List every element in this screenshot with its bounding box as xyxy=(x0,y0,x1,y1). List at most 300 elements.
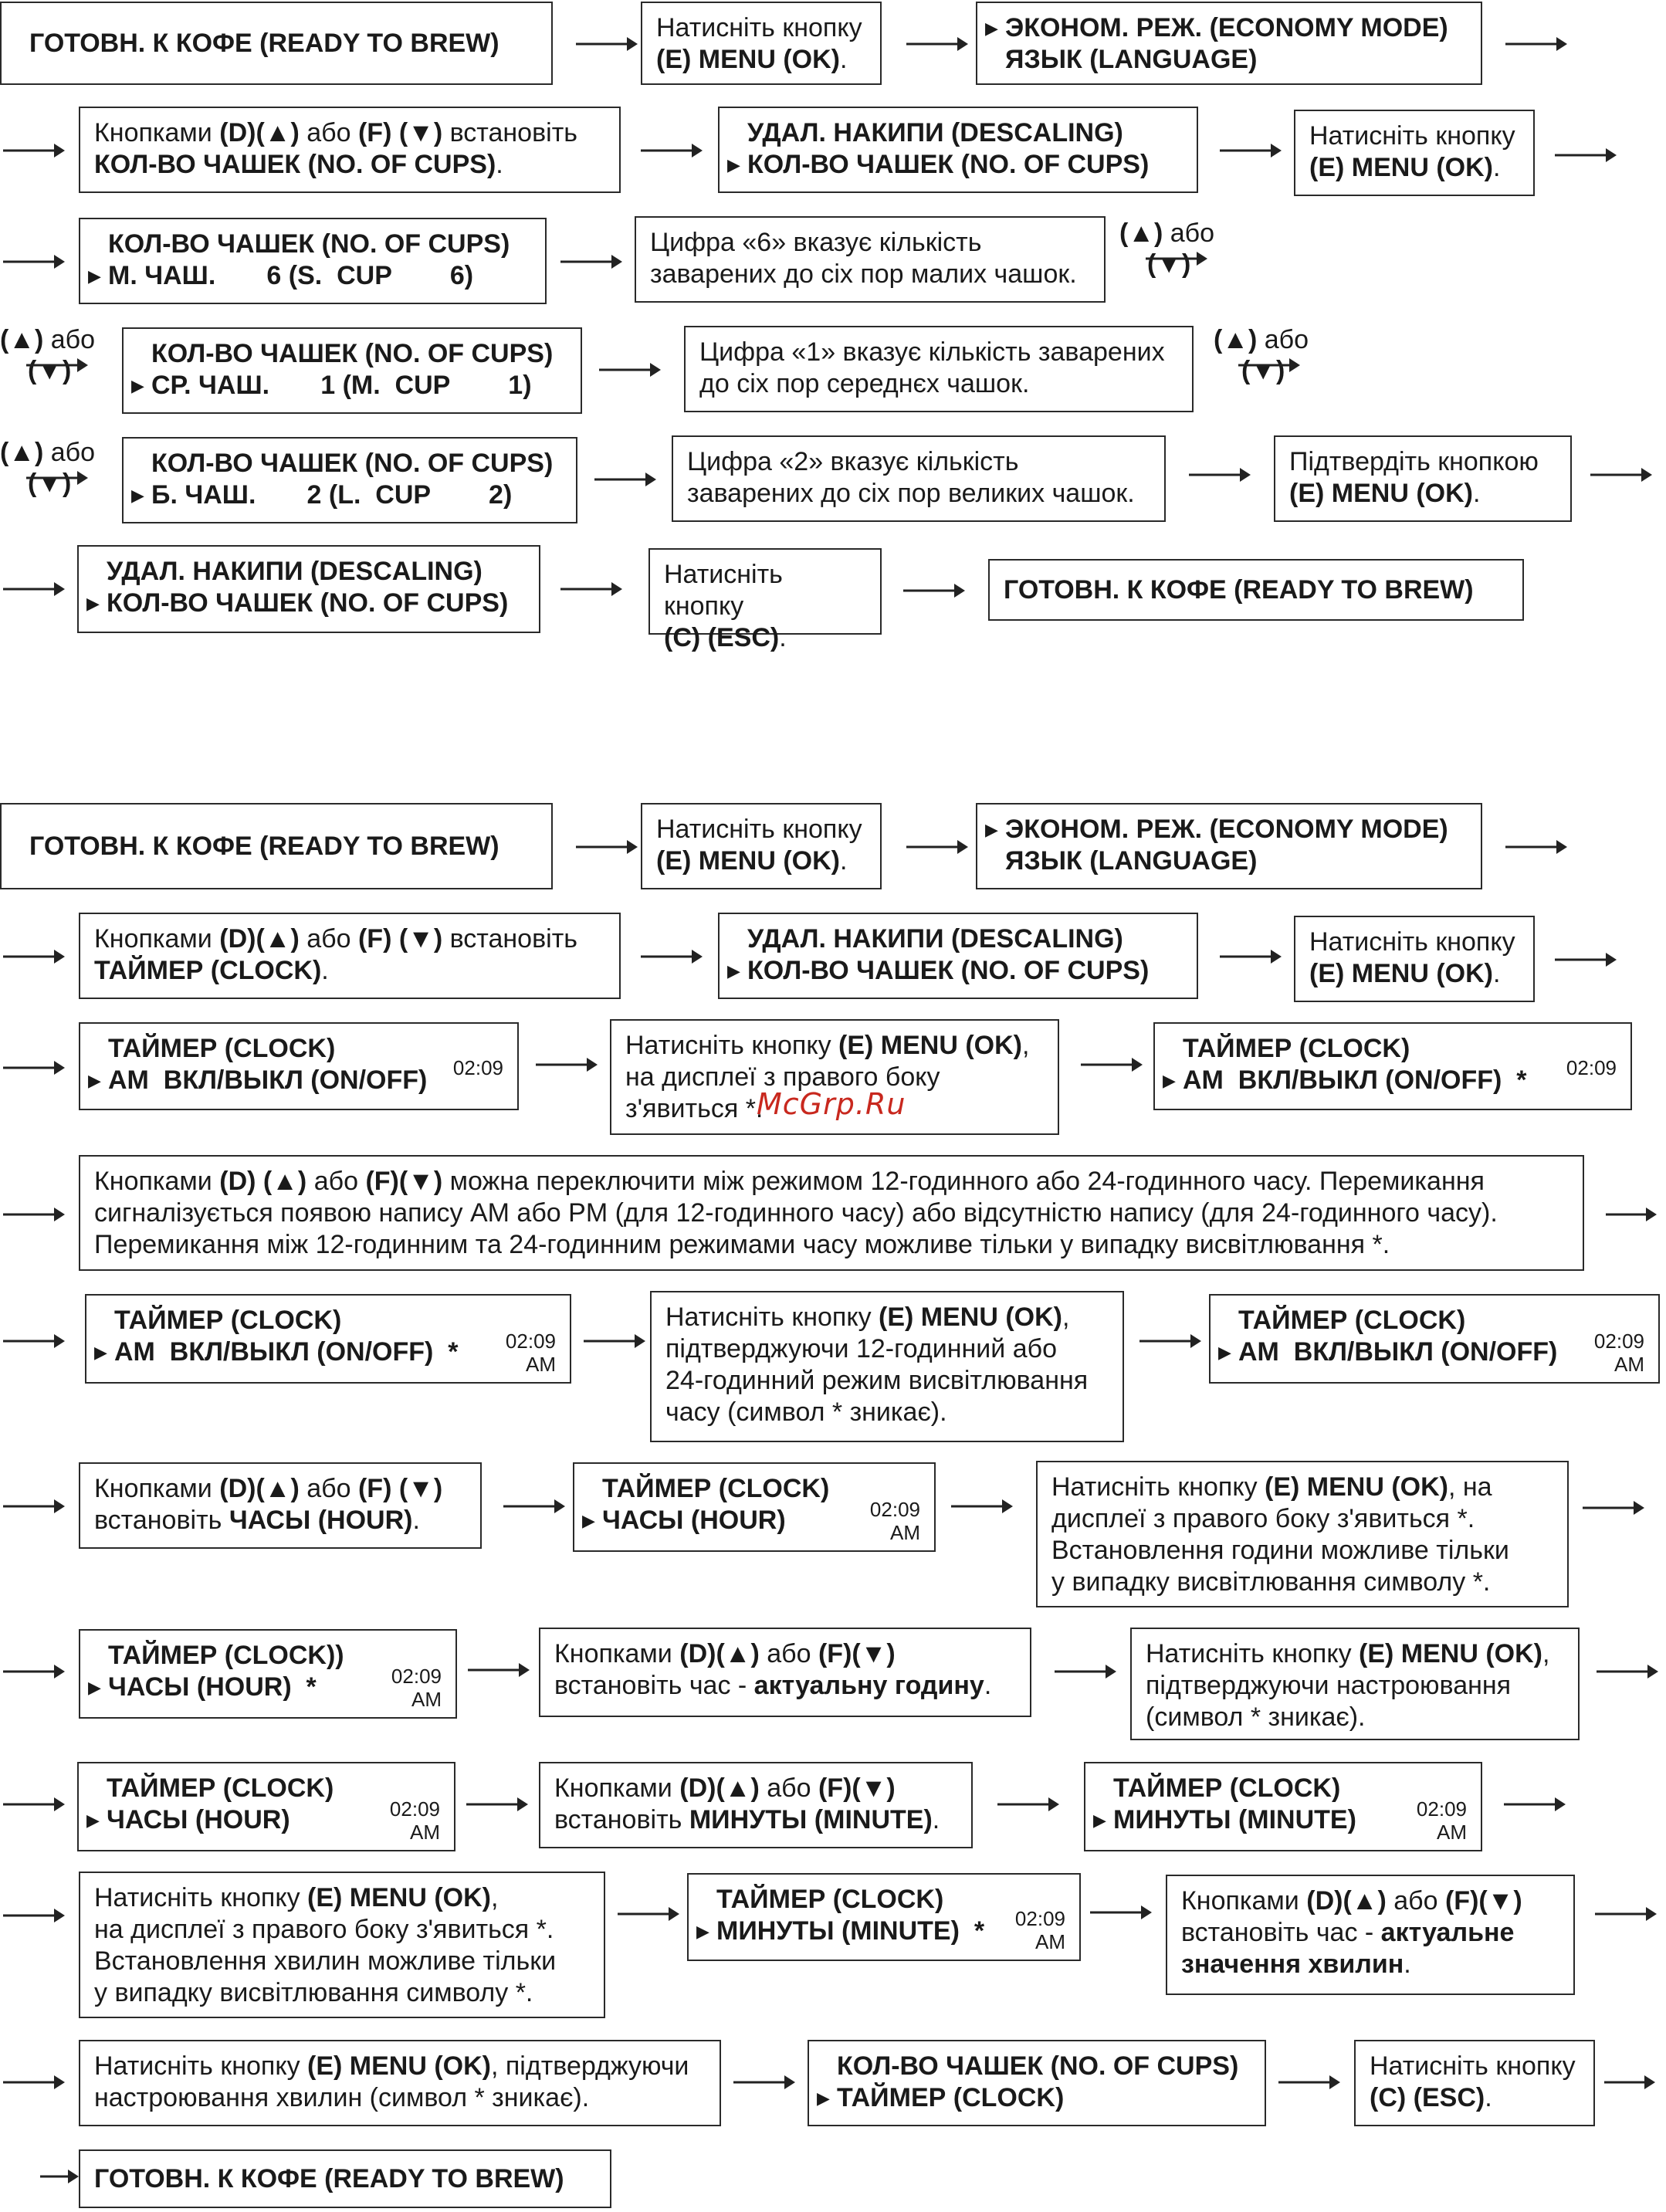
t: (символ * зникає). xyxy=(1146,1702,1366,1732)
line-text: ЧАСЫ (HOUR) xyxy=(107,1805,290,1834)
t: Натисніть кнопку xyxy=(1370,2051,1576,2081)
down-arrow-icon: ▼ xyxy=(408,924,434,954)
hour-star-hint xyxy=(1036,1461,1569,1607)
line-text: ЧАСЫ (HOUR) xyxy=(108,1672,292,1702)
arrow-icon xyxy=(906,34,968,54)
t: або xyxy=(1393,1886,1438,1916)
arrow-icon xyxy=(3,1905,65,1926)
display-text: ГОТОВН. К КОФЕ (READY TO BREW) xyxy=(29,831,499,861)
display-line-2 xyxy=(1218,1336,1646,1368)
t: Натисніть кнопку xyxy=(665,1302,872,1332)
am-indicator: AM xyxy=(1614,1353,1644,1376)
t: або xyxy=(1170,218,1215,248)
up-arrow-icon: ▲ xyxy=(1128,218,1154,248)
display-line-1: КОЛ-ВО ЧАШЕК (NO. OF CUPS) xyxy=(837,2051,1239,2081)
pointer-icon: ▶ xyxy=(1163,1071,1176,1090)
line-text: КОЛ-ВО ЧАШЕК (NO. OF CUPS) xyxy=(747,150,1150,179)
t: ) xyxy=(62,356,72,385)
down-arrow-icon: ▼ xyxy=(1156,249,1182,279)
descaling-cups-display xyxy=(718,913,1198,999)
arrow-icon xyxy=(906,837,968,857)
economy-language-display xyxy=(976,803,1482,889)
arrow-icon xyxy=(641,141,703,161)
arrow-icon xyxy=(576,837,638,857)
t: Кнопками xyxy=(94,118,212,147)
line-text: СР. ЧАШ. 1 (M. CUP 1) xyxy=(151,371,532,400)
arrow-icon xyxy=(1583,1498,1644,1518)
t: ( xyxy=(0,325,9,354)
display-line-2 xyxy=(817,2082,1252,2114)
arrow-icon xyxy=(1606,1204,1657,1225)
period: . xyxy=(839,45,848,74)
arrow-icon xyxy=(536,1055,598,1075)
t: Встановлення хвилин можливе тільки xyxy=(94,1946,557,1976)
t: Натисніть кнопку xyxy=(1051,1472,1258,1502)
t: ( xyxy=(398,924,408,954)
t: ) xyxy=(290,1474,300,1503)
pointer-icon: ▶ xyxy=(817,2088,830,2108)
set-actual-minute-instruction xyxy=(1166,1875,1575,1995)
arrow-icon xyxy=(3,1204,65,1225)
t: Натисніть кнопку xyxy=(664,560,783,621)
t: до сіх пор середнєх чашок. xyxy=(699,369,1030,398)
pointer-icon: ▶ xyxy=(696,1922,709,1941)
clock-onoff-star-display xyxy=(1153,1022,1632,1110)
t: ) xyxy=(886,1639,896,1668)
period: . xyxy=(1404,1949,1411,1979)
t: ( xyxy=(398,118,408,147)
arrow-icon xyxy=(1604,2072,1655,2092)
t: або xyxy=(767,1773,811,1803)
t: встановіть час - xyxy=(1181,1918,1374,1947)
t: дисплеї з правого боку з'явиться *. xyxy=(1051,1504,1475,1533)
down-arrow-icon: ▼ xyxy=(36,469,63,498)
t: ( xyxy=(852,1773,861,1803)
t: , підтверджуючи xyxy=(491,2051,689,2081)
t: встановіть xyxy=(449,118,577,147)
t: ( xyxy=(1241,356,1251,385)
t: ( xyxy=(1343,1886,1352,1916)
instruction-text: Натисніть кнопку xyxy=(656,13,862,42)
line-text: Б. ЧАШ. 2 (L. CUP 2) xyxy=(151,480,513,510)
d-button-label: (D) xyxy=(679,1639,716,1668)
line-text: AM ВКЛ/ВЫКЛ (ON/OFF) xyxy=(108,1065,428,1095)
t: ) xyxy=(433,1474,443,1503)
up-arrow-icon: ▲ xyxy=(724,1773,751,1803)
set-actual-hour-instruction xyxy=(539,1628,1031,1717)
line-text: AM ВКЛ/ВЫКЛ (ON/OFF) xyxy=(1183,1065,1502,1095)
clock-time: 02:09 xyxy=(869,1498,920,1521)
t: ( xyxy=(262,1167,273,1196)
t: Кнопками xyxy=(554,1639,672,1668)
t: , xyxy=(491,1883,499,1912)
f-button-label: (F) xyxy=(357,1474,392,1503)
t: ( xyxy=(1119,218,1129,248)
period: . xyxy=(1485,2083,1492,2112)
d-button-label: (D) xyxy=(1306,1886,1343,1916)
press-esc-instruction xyxy=(1354,2040,1595,2126)
t: ) xyxy=(34,438,44,467)
t: ) xyxy=(1181,249,1191,279)
line-text: ЭКОНОМ. РЕЖ. (ECONOMY MODE) xyxy=(1005,815,1448,844)
t: Кнопками xyxy=(554,1773,672,1803)
arrow-icon xyxy=(1081,1055,1143,1075)
t: , xyxy=(1062,1302,1070,1332)
clock-time-am xyxy=(391,1665,442,1711)
d-button-label: (D) xyxy=(219,1474,256,1503)
period: . xyxy=(1472,479,1481,508)
t: Натисніть кнопку xyxy=(94,2051,300,2081)
esc-button-label: (C) (ESC) xyxy=(1370,2083,1485,2112)
t: (E) MENU (OK) xyxy=(1265,1472,1448,1502)
clock-time-am xyxy=(870,1498,920,1544)
arrow-icon xyxy=(951,1496,1013,1516)
display-line-1 xyxy=(985,12,1468,44)
display-text: ГОТОВН. К КОФЕ (READY TO BREW) xyxy=(94,2163,564,2193)
up-arrow-icon: ▲ xyxy=(264,924,291,954)
clock-time: 02:09 xyxy=(1566,1056,1617,1079)
pointer-icon: ▶ xyxy=(86,1811,100,1830)
clock-time: 02:09 xyxy=(1014,1907,1065,1930)
am-indicator: AM xyxy=(890,1521,920,1544)
clock-time: 02:09 xyxy=(505,1330,556,1353)
line-text: МИНУТЫ (MINUTE) xyxy=(1113,1805,1356,1834)
ready-to-brew-display xyxy=(988,559,1524,621)
t: Підтвердіть кнопкою xyxy=(1289,447,1539,476)
arrow-icon xyxy=(3,947,65,967)
am-indicator: AM xyxy=(1035,1930,1065,1953)
arrow-icon xyxy=(1055,1662,1116,1682)
menu-ok-button-label: (E) MENU (OK) xyxy=(656,45,840,74)
t: актуальну годину xyxy=(753,1671,984,1700)
star-indicator: * xyxy=(448,1337,459,1367)
period: . xyxy=(984,1671,992,1700)
down-arrow-icon: ▼ xyxy=(1250,356,1276,385)
period: . xyxy=(496,150,503,179)
t: ) xyxy=(297,1167,307,1196)
press-menu-star-hint: Натисніть кнопку (E) MENU (OK), на дисплеї з правого боку з'явиться *. xyxy=(610,1019,1059,1135)
up-arrow-icon: ▲ xyxy=(8,438,35,467)
arrow-icon xyxy=(641,947,703,967)
display-text: ГОТОВН. К КОФЕ (READY TO BREW) xyxy=(1004,574,1474,605)
clock-onoff-star-am-display xyxy=(85,1294,571,1384)
t: або xyxy=(767,1639,811,1668)
t: Кнопками xyxy=(94,1474,212,1503)
down-arrow-icon: ▼ xyxy=(408,1167,434,1196)
display-line-2 xyxy=(696,1916,1067,1947)
t: ) xyxy=(433,118,443,147)
clock-hour-display xyxy=(573,1462,936,1552)
t: Перемикання між 12-годинним та 24-годинним режимами часу можливе тільки у випадку висвітлювання *. xyxy=(94,1230,1390,1259)
arrow-icon xyxy=(3,2072,65,2092)
t: ) xyxy=(34,325,44,354)
t: ) xyxy=(433,1167,443,1196)
t: (E) MENU (OK) xyxy=(307,2051,491,2081)
line-text: AM ВКЛ/ВЫКЛ (ON/OFF) xyxy=(114,1337,434,1367)
clock-onoff-display xyxy=(79,1022,519,1110)
t: з'явиться *. xyxy=(625,1094,764,1123)
t: ( xyxy=(398,1167,408,1196)
display-line-1: ТАЙМЕР (CLOCK)) xyxy=(108,1641,344,1670)
ready-to-brew-display xyxy=(79,2149,611,2208)
set-clock-instruction xyxy=(79,913,621,999)
f-button-label: (F) xyxy=(357,924,392,954)
clock-time-am xyxy=(1015,1907,1065,1953)
arrow-icon xyxy=(1590,465,1652,485)
period: . xyxy=(1492,153,1501,182)
display-line-2 xyxy=(86,588,527,619)
period: . xyxy=(932,1805,940,1834)
t: (E) MENU (OK) xyxy=(656,846,840,876)
arrow-icon xyxy=(1555,145,1617,165)
clock-time-am xyxy=(390,1797,440,1844)
am-indicator: AM xyxy=(1437,1821,1467,1844)
t: (E) MENU (OK) xyxy=(307,1883,491,1912)
line-text: ЧАСЫ (HOUR) xyxy=(602,1506,786,1535)
down-arrow-icon: ▼ xyxy=(408,118,434,147)
set-minute-instruction xyxy=(539,1762,973,1848)
t: або xyxy=(313,1167,358,1196)
display-line-1: ТАЙМЕР (CLOCK) xyxy=(108,1034,336,1063)
t: ТАЙМЕР (CLOCK) xyxy=(94,956,322,985)
arrow-icon xyxy=(40,2166,79,2187)
arrow-icon xyxy=(1090,1902,1152,1922)
arrow-icon xyxy=(3,1662,65,1682)
line-text: М. ЧАШ. 6 (S. CUP 6) xyxy=(108,261,474,290)
down-arrow-icon: ▼ xyxy=(860,1773,887,1803)
display-line-1: ТАЙМЕР (CLOCK) xyxy=(114,1306,342,1335)
arrow-icon xyxy=(26,468,88,488)
arrow-icon xyxy=(3,1496,65,1516)
clock-time: 02:09 xyxy=(391,1665,442,1688)
down-arrow-icon: ▼ xyxy=(408,1474,434,1503)
t: Цифра «6» вказує кількість xyxy=(650,228,982,257)
period: . xyxy=(321,956,329,985)
large-cups-display xyxy=(122,437,577,523)
t: настроювання хвилин (символ * зникає). xyxy=(94,2083,590,2112)
display-line-1: ТАЙМЕР (CLOCK) xyxy=(1183,1034,1410,1063)
arrow-icon xyxy=(1555,950,1617,970)
t: на дисплеї з правого боку з'явиться *. xyxy=(94,1915,554,1944)
t: або xyxy=(306,118,351,147)
display-line-2 xyxy=(1163,1065,1618,1096)
descaling-cups-display xyxy=(77,545,540,633)
arrow-icon xyxy=(1146,249,1207,269)
arrow-icon xyxy=(3,141,65,161)
f-button-label: (F) xyxy=(818,1639,852,1668)
up-arrow-icon: ▲ xyxy=(1222,325,1248,354)
t: або xyxy=(50,325,96,354)
pointer-icon: ▶ xyxy=(727,155,740,174)
t: (E) MENU (OK) xyxy=(1289,479,1473,508)
arrow-icon xyxy=(1505,837,1567,857)
press-menu-instruction xyxy=(641,803,882,889)
line-text: AM ВКЛ/ВЫКЛ (ON/OFF) xyxy=(1238,1337,1558,1367)
press-menu-instruction xyxy=(641,2,882,85)
confirm-instruction xyxy=(1274,435,1572,522)
medium-cups-display xyxy=(122,327,582,414)
display-line-1: ТАЙМЕР (CLOCK) xyxy=(1113,1773,1341,1803)
f-button-label: (F) xyxy=(818,1773,852,1803)
t: ) xyxy=(1513,1886,1522,1916)
arrow-icon xyxy=(1505,34,1567,54)
display-line-1: ТАЙМЕР (CLOCK) xyxy=(602,1474,830,1503)
t: або xyxy=(1264,325,1309,354)
line-text: КОЛ-ВО ЧАШЕК (NO. OF CUPS) xyxy=(107,588,509,618)
large-cups-info xyxy=(672,435,1166,522)
pointer-icon: ▶ xyxy=(88,266,101,286)
small-cups-display xyxy=(79,218,547,304)
arrow-icon xyxy=(1238,355,1300,375)
display-line-1: УДАЛ. НАКИПИ (DESCALING) xyxy=(747,924,1123,954)
t: (E) MENU (OK) xyxy=(1309,153,1493,182)
t: ) xyxy=(1377,1886,1387,1916)
up-arrow-icon: ▲ xyxy=(1351,1886,1378,1916)
t: МИНУТЫ (MINUTE) xyxy=(689,1805,933,1834)
f-button-label: (F) xyxy=(1444,1886,1479,1916)
pointer-icon: ▶ xyxy=(131,376,144,395)
display-line-2 xyxy=(88,1065,505,1096)
press-menu-instruction xyxy=(1294,916,1535,1002)
arrow-icon xyxy=(1189,465,1251,485)
t: 24-годинний режим висвітлювання xyxy=(665,1366,1089,1395)
t: Натисніть кнопку xyxy=(656,815,862,844)
arrow-icon xyxy=(466,1794,528,1814)
arrow-icon xyxy=(594,469,656,489)
arrow-icon xyxy=(468,1660,530,1680)
cups-clock-display xyxy=(808,2040,1266,2126)
t: встановіть xyxy=(554,1805,682,1834)
arrow-icon xyxy=(599,360,661,380)
t: ( xyxy=(256,924,265,954)
up-arrow-icon: ▲ xyxy=(264,118,291,147)
am-indicator: AM xyxy=(410,1821,440,1844)
display-line-1: КОЛ-ВО ЧАШЕК (NO. OF CUPS) xyxy=(151,449,554,478)
display-line-1: ТАЙМЕР (CLOCK) xyxy=(716,1885,944,1914)
display-line-2 xyxy=(727,149,1184,181)
t: Натисніть кнопку xyxy=(1309,121,1515,151)
line-text: КОЛ-ВО ЧАШЕК (NO. OF CUPS) xyxy=(747,956,1150,985)
pointer-icon: ▶ xyxy=(727,961,740,981)
clock-time: 02:09 xyxy=(452,1056,503,1079)
descaling-cups-display xyxy=(718,107,1198,193)
clock-time-am xyxy=(1417,1797,1467,1844)
t: ) xyxy=(433,924,443,954)
t: або xyxy=(306,1474,351,1503)
press-esc-instruction xyxy=(648,548,882,652)
f-button-label: (F) xyxy=(365,1167,399,1196)
t: ( xyxy=(1214,325,1223,354)
arrow-icon xyxy=(503,1496,565,1516)
period: . xyxy=(412,1506,420,1535)
display-line-2: ЯЗЫК (LANGUAGE) xyxy=(1005,45,1258,74)
t: КОЛ-ВО ЧАШЕК (NO. OF CUPS) xyxy=(94,150,496,179)
economy-language-display xyxy=(976,2,1482,85)
t: (E) MENU (OK) xyxy=(879,1302,1062,1332)
clock-hour-star-display xyxy=(79,1629,457,1719)
clock-time-am xyxy=(1594,1330,1644,1376)
display-line-1: УДАЛ. НАКИПИ (DESCALING) xyxy=(747,118,1123,147)
t: (E) MENU (OK) xyxy=(838,1031,1022,1060)
t: Натисніть кнопку xyxy=(94,1883,300,1912)
t: ) xyxy=(62,469,72,498)
display-line-2 xyxy=(88,1672,443,1703)
arrow-icon xyxy=(560,579,622,599)
display-line-2 xyxy=(131,479,564,511)
t: ( xyxy=(256,1474,265,1503)
minute-star-hint xyxy=(79,1872,605,2018)
t: (E) MENU (OK) xyxy=(1309,959,1493,988)
up-arrow-icon: ▲ xyxy=(264,1474,291,1503)
line-text: ТАЙМЕР (CLOCK) xyxy=(837,2083,1065,2112)
arrow-icon xyxy=(1278,2072,1340,2092)
arrow-icon xyxy=(576,34,638,54)
t: заварених до сіх пор малих чашок. xyxy=(650,259,1077,289)
pointer-icon: ▶ xyxy=(94,1343,107,1362)
t: , на xyxy=(1448,1472,1492,1502)
t: заварених до сіх пор великих чашок. xyxy=(687,479,1135,508)
display-text: ГОТОВН. К КОФЕ (READY TO BREW) xyxy=(29,28,499,58)
period: . xyxy=(1492,959,1501,988)
confirm-time-mode-instruction xyxy=(650,1291,1124,1442)
display-line-2: ЯЗЫК (LANGUAGE) xyxy=(1005,846,1258,876)
arrow-icon xyxy=(3,1058,65,1078)
esc-button-label: (C) (ESC) xyxy=(664,623,780,652)
period: . xyxy=(839,846,848,876)
arrow-icon xyxy=(3,579,65,599)
t: ) xyxy=(750,1639,760,1668)
f-button-label: (F) xyxy=(357,118,392,147)
pointer-icon: ▶ xyxy=(985,19,998,38)
t: ( xyxy=(28,469,37,498)
t: ( xyxy=(716,1773,725,1803)
t: Кнопками xyxy=(94,924,212,954)
t: ) xyxy=(290,924,300,954)
t: ( xyxy=(0,438,9,467)
arrow-icon xyxy=(26,355,88,375)
up-arrow-icon: ▲ xyxy=(724,1639,751,1668)
t: ( xyxy=(1147,249,1156,279)
confirm-minute-instruction xyxy=(79,2040,721,2126)
arrow-icon xyxy=(997,1794,1059,1814)
t: часу (символ * зникає). xyxy=(665,1397,947,1427)
t: або xyxy=(50,438,96,467)
t: у випадку висвітлювання символу *. xyxy=(1051,1567,1491,1597)
down-arrow-icon: ▼ xyxy=(860,1639,887,1668)
t: встановіть xyxy=(94,1506,222,1535)
t: (E) MENU (OK) xyxy=(1359,1639,1542,1668)
t: ) xyxy=(290,118,300,147)
d-button-label: (D) xyxy=(679,1773,716,1803)
line-text: МИНУТЫ (MINUTE) xyxy=(716,1916,960,1946)
t: підтверджуючи 12-годинний або xyxy=(665,1334,1058,1363)
confirm-hour-instruction xyxy=(1130,1628,1580,1740)
pointer-icon: ▶ xyxy=(1093,1811,1106,1830)
t: значення хвилин xyxy=(1181,1949,1404,1979)
arrow-icon xyxy=(1504,1794,1566,1814)
t: ) xyxy=(1153,218,1163,248)
arrow-icon xyxy=(584,1331,645,1351)
t: ) xyxy=(750,1773,760,1803)
set-hour-instruction xyxy=(79,1462,482,1549)
t: Натисніть кнопку xyxy=(625,1031,831,1060)
arrow-icon xyxy=(3,1331,65,1351)
t: Цифра «2» вказує кількість xyxy=(687,447,1019,476)
t: встановіть час - xyxy=(554,1671,747,1700)
ready-to-brew-display xyxy=(0,2,553,85)
watermark-text: McGrp.Ru xyxy=(757,1087,906,1121)
display-line-1: ТАЙМЕР (CLOCK) xyxy=(1238,1306,1466,1335)
